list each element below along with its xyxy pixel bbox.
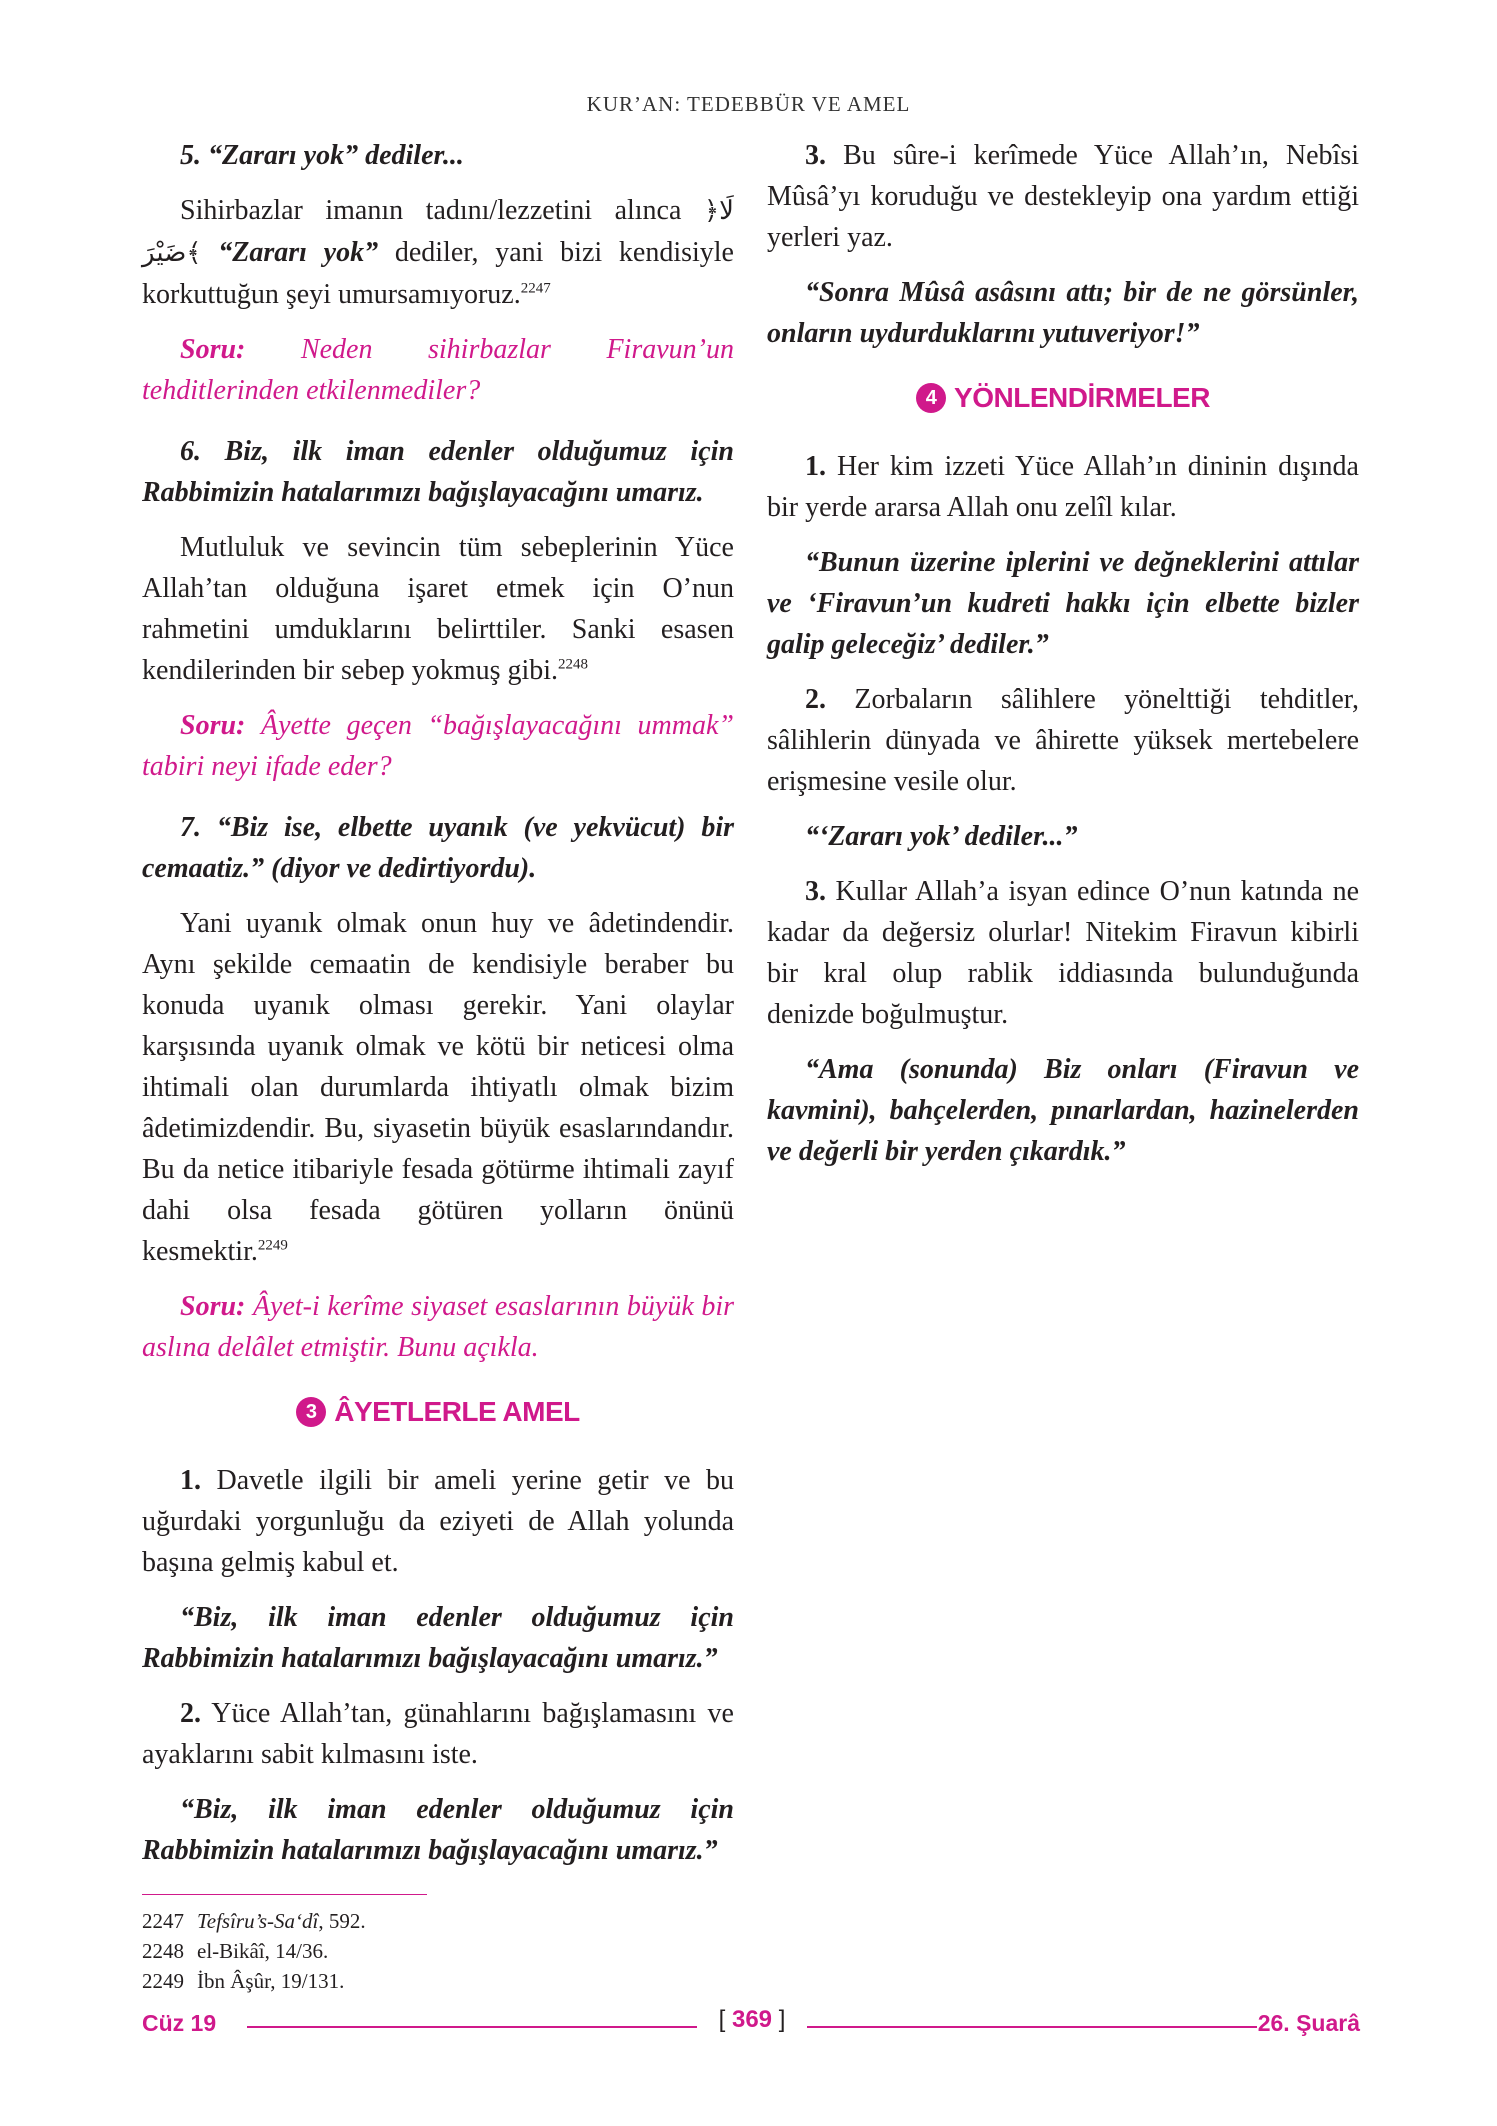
item-number: 1. bbox=[805, 451, 826, 482]
footer-rule-right bbox=[807, 2026, 1257, 2028]
question-text: Âyette geçen “bağışlayacağını ummak” tabiri neyi ifade eder? bbox=[142, 710, 734, 782]
quote-text: “Zararı yok” bbox=[201, 237, 379, 268]
guidance-quote-1: “Bunun üzerine iplerini ve değneklerini attılar ve ‘Firavun’un kudreti hakkı için elbette bizler galip geleceğiz’ dediler.” bbox=[767, 547, 1359, 660]
verse-heading-7: 7. “Biz ise, elbette uyanık (ve yekvücut) bir cemaatiz.” (diyor ve dedirtiyordu). bbox=[142, 812, 734, 884]
page-number bbox=[702, 2006, 802, 2034]
question-2 bbox=[142, 705, 734, 787]
question-label: Soru: bbox=[180, 1291, 246, 1322]
footnotes bbox=[142, 1906, 366, 1996]
section-title: ÂYETLERLE AMEL bbox=[334, 1396, 580, 1427]
section-number-badge: 4 bbox=[916, 383, 946, 413]
guidance-quote-3: “Ama (sonunda) Biz onları (Firavun ve kavmini), bahçelerden, pınarlardan, hazinelerden ve değerli bir yerden çıkardık.” bbox=[767, 1054, 1359, 1167]
left-column bbox=[142, 135, 734, 1885]
question-3 bbox=[142, 1286, 734, 1368]
footnote-ref[interactable]: 2247 bbox=[520, 280, 551, 297]
verse-heading-5: 5. “Zararı yok” dediler... bbox=[180, 140, 464, 171]
paragraph-text: dediler, yani bizi kendisiyle korkuttuğun şeyi umursamıyoruz. bbox=[142, 237, 734, 310]
item-number: 2. bbox=[180, 1698, 201, 1729]
amel-item-3 bbox=[767, 135, 1359, 258]
page-number-value: 369 bbox=[731, 2006, 773, 2033]
item-number: 3. bbox=[805, 140, 826, 171]
footer-rule-left bbox=[247, 2026, 697, 2028]
item-number: 1. bbox=[180, 1465, 201, 1496]
question-1 bbox=[142, 329, 734, 411]
footnote-source: İbn Âşûr, 19/131. bbox=[197, 1969, 345, 1993]
paragraph-7 bbox=[142, 903, 734, 1272]
juz-label: Cüz 19 bbox=[142, 2010, 217, 2036]
bracket-open: [ bbox=[718, 2006, 726, 2033]
question-text: Neden sihirbazlar Firavun’un tehditlerinden etkilenmediler? bbox=[142, 334, 734, 406]
guidance-item-1 bbox=[767, 446, 1359, 528]
amel-quote-2: “Biz, ilk iman edenler olduğumuz için Rabbimizin hatalarımızı bağışlayacağını umarız.” bbox=[142, 1794, 734, 1866]
section-heading-yonlendirmeler bbox=[767, 382, 1359, 414]
item-text: Bu sûre-i kerîmede Yüce Allah’ın, Nebîsi Mûsâ’yı koruduğu ve destekleyip ona yardım ettiği yerleri yaz. bbox=[767, 140, 1359, 253]
footnote-source-italic: Tefsîru’s-Sa‘dî bbox=[197, 1909, 319, 1933]
running-header: KUR’AN: TEDEBBÜR VE AMEL bbox=[586, 92, 911, 116]
guidance-quote-2: “‘Zararı yok’ dediler...” bbox=[805, 821, 1078, 852]
item-number: 2. bbox=[805, 684, 826, 715]
item-text: Davetle ilgili bir ameli yerine getir ve bu uğurdaki yorgunluğu da eziyeti de Allah yolunda başına gelmiş kabul et. bbox=[142, 1465, 734, 1578]
paragraph-6 bbox=[142, 527, 734, 691]
right-column bbox=[767, 135, 1359, 1186]
question-label: Soru: bbox=[180, 334, 246, 365]
amel-quote-3: “Sonra Mûsâ asâsını attı; bir de ne görsünler, onların uydurduklarını yutuveriyor!” bbox=[767, 277, 1359, 349]
footnote-item bbox=[142, 1966, 366, 1996]
section-number-badge: 3 bbox=[296, 1397, 326, 1427]
footnote-source: , 592. bbox=[318, 1909, 366, 1933]
paragraph-text: Yani uyanık olmak onun huy ve âdetindendir. Aynı şekilde cemaatin de kendisiyle beraber bu konuda uyanık olması gerekir. Yani olaylar karşısında uyanık olmak ve kötü bir neticesi olma ihtimali olan durumlarda ihtiyatlı olmak bizim âdetimizdendir. Bu, siyasetin büyük esaslarındandır. Bu da netice itibariyle fesada götürme ihtimali zayıf dahi olsa fesada götüren yolların önünü kesmektir. bbox=[142, 908, 734, 1267]
arabic-phrase: ﴿لَا ضَيْرَ﴾ bbox=[142, 196, 734, 268]
footnote-divider bbox=[142, 1894, 427, 1895]
guidance-item-3 bbox=[767, 871, 1359, 1035]
amel-item-2 bbox=[142, 1693, 734, 1775]
surah-label: 26. Şuarâ bbox=[1257, 2010, 1360, 2036]
section-heading-ayetlerle-amel bbox=[142, 1396, 734, 1428]
page-footer bbox=[142, 2006, 1360, 2046]
question-label: Soru: bbox=[180, 710, 246, 741]
item-text: Yüce Allah’tan, günahlarını bağışlamasını ve ayaklarını sabit kılmasını iste. bbox=[142, 1698, 734, 1770]
footnote-number: 2249 bbox=[142, 1969, 184, 1993]
footnote-item bbox=[142, 1936, 366, 1966]
bracket-close: ] bbox=[778, 2006, 786, 2033]
item-number: 3. bbox=[805, 876, 826, 907]
item-text: Kullar Allah’a isyan edince O’nun katında ne kadar da değersiz olurlar! Nitekim Firavun kibirli bir kral olup rablik iddiasında bulunduğunda denizde boğulmuştur. bbox=[767, 876, 1359, 1030]
section-title: YÖNLENDİRMELER bbox=[954, 382, 1210, 413]
footnote-ref[interactable]: 2248 bbox=[558, 656, 589, 673]
amel-item-1 bbox=[142, 1460, 734, 1583]
paragraph-5 bbox=[142, 190, 734, 315]
item-text: Her kim izzeti Yüce Allah’ın dininin dışında bir yerde ararsa Allah onu zelîl kılar. bbox=[767, 451, 1359, 523]
paragraph-text: Mutluluk ve sevincin tüm sebeplerinin Yüce Allah’tan olduğuna işaret etmek için O’nun rahmetini umduklarını belirttiler. Sanki esasen kendilerinden bir sebep yokmuş gibi. bbox=[142, 532, 734, 686]
footnote-number: 2248 bbox=[142, 1939, 184, 1963]
paragraph-text: Sihirbazlar imanın tadını/lezzetini alınca bbox=[180, 195, 704, 226]
footnote-ref[interactable]: 2249 bbox=[257, 1237, 288, 1254]
guidance-item-2 bbox=[767, 679, 1359, 802]
item-text: Zorbaların sâlihlere yönelttiği tehditler, sâlihlerin dünyada ve âhirette yüksek mertebelere erişmesine vesile olur. bbox=[767, 684, 1359, 797]
footnote-source: el-Bikâî, 14/36. bbox=[197, 1939, 329, 1963]
question-text: Âyet-i kerîme siyaset esaslarının büyük bir aslına delâlet etmiştir. Bunu açıkla. bbox=[142, 1291, 734, 1363]
verse-heading-6: 6. Biz, ilk iman edenler olduğumuz için Rabbimizin hatalarımızı bağışlayacağını umarız. bbox=[142, 436, 734, 508]
footnote-number: 2247 bbox=[142, 1909, 184, 1933]
footnote-item bbox=[142, 1906, 366, 1936]
amel-quote-1: “Biz, ilk iman edenler olduğumuz için Rabbimizin hatalarımızı bağışlayacağını umarız.” bbox=[142, 1602, 734, 1674]
